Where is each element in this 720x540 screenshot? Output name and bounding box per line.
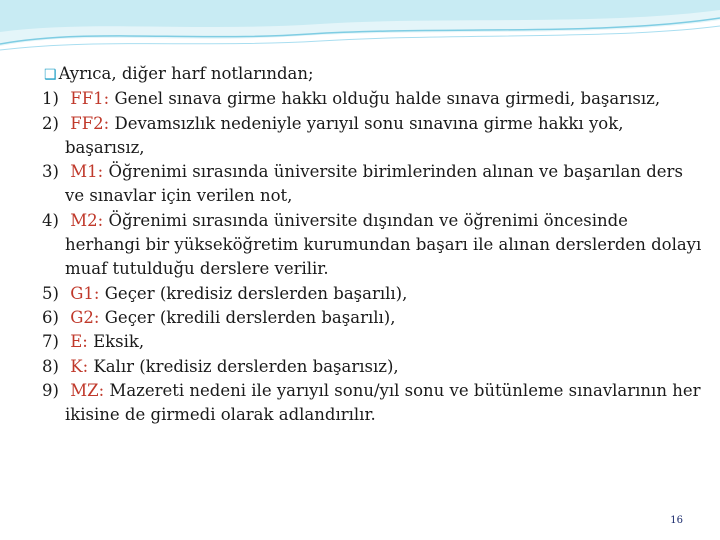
item-number: 1) bbox=[42, 89, 59, 109]
item-text: Devamsızlık nedeniyle yarıyıl sonu sınavına girme hakkı yok, başarısız, bbox=[65, 113, 624, 157]
list-item bbox=[42, 306, 702, 330]
item-number: 8) bbox=[42, 356, 59, 376]
list-item bbox=[42, 379, 702, 428]
item-text: Eksik, bbox=[93, 332, 145, 352]
item-text: Geçer (kredili derslerden başarılı), bbox=[104, 307, 396, 327]
grade-code: FF1: bbox=[70, 89, 110, 109]
item-text: Öğrenimi sırasında üniversite dışından ve öğrenimi öncesinde herhangi bir yükseköğretim kurumundan başarı ile alınan derslerden dolayı muaf tutulduğu derslere verilir. bbox=[65, 210, 702, 279]
header-wave-decoration bbox=[0, 0, 720, 60]
grade-code: FF2: bbox=[70, 113, 110, 133]
item-number: 2) bbox=[42, 113, 59, 133]
item-text: Öğrenimi sırasında üniversite birimlerinden alınan ve başarılan ders ve sınavlar için verilen not, bbox=[65, 162, 683, 206]
list-item bbox=[42, 87, 702, 111]
list-item bbox=[42, 282, 702, 306]
list-item bbox=[42, 330, 702, 354]
item-number: 6) bbox=[42, 307, 59, 327]
slide-content bbox=[42, 62, 702, 427]
item-text: Kalır (kredisiz derslerden başarısız), bbox=[93, 356, 399, 376]
item-number: 4) bbox=[42, 210, 59, 230]
grade-code: M1: bbox=[70, 162, 104, 182]
item-number: 7) bbox=[42, 332, 59, 352]
item-number: 9) bbox=[42, 380, 59, 400]
grade-code: G2: bbox=[70, 307, 100, 327]
list-item bbox=[42, 209, 702, 282]
intro-line bbox=[42, 62, 702, 87]
grade-code: M2: bbox=[70, 210, 104, 230]
grade-code: MZ: bbox=[70, 380, 105, 400]
grade-code: E: bbox=[70, 332, 88, 352]
list-item bbox=[42, 112, 702, 161]
list-item bbox=[42, 355, 702, 379]
bullet-icon: ❑ bbox=[44, 67, 57, 83]
page-number: 16 bbox=[670, 515, 683, 526]
grade-code: K: bbox=[70, 356, 89, 376]
item-number: 3) bbox=[42, 162, 59, 182]
item-text: Genel sınava girme hakkı olduğu halde sınava girmedi, başarısız, bbox=[114, 89, 661, 109]
grade-list bbox=[42, 87, 702, 427]
item-text: Geçer (kredisiz derslerden başarılı), bbox=[104, 283, 408, 303]
item-text: Mazereti nedeni ile yarıyıl sonu/yıl sonu ve bütünleme sınavlarının her ikisine de girmedi olarak adlandırılır. bbox=[65, 380, 701, 425]
intro-text: Ayrıca, diğer harf notlarından; bbox=[58, 64, 314, 83]
item-number: 5) bbox=[42, 283, 59, 303]
grade-code: G1: bbox=[70, 283, 100, 303]
list-item bbox=[42, 160, 702, 209]
